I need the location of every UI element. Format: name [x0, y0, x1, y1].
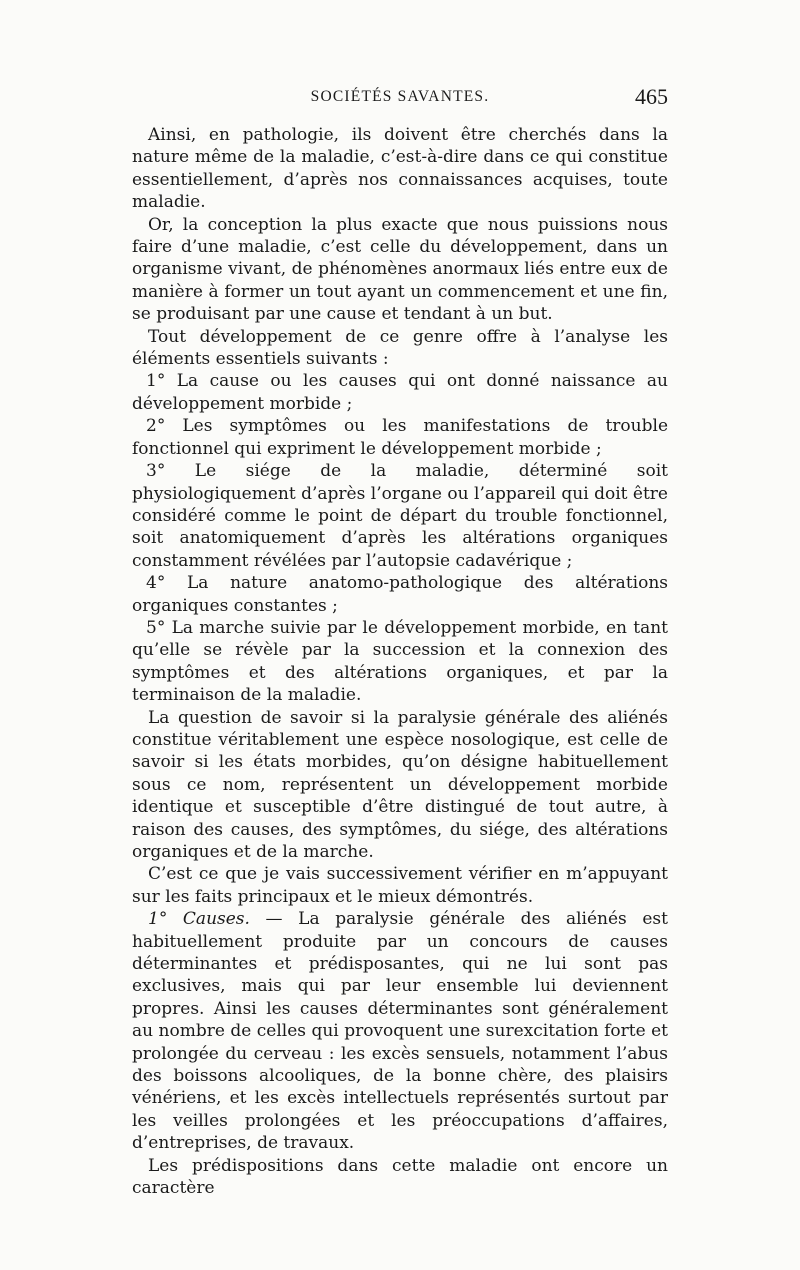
paragraph: La question de savoir si la paralysie générale des aliénés constitue véritablement une espèce nosologique, est celle de savoir si les états morbides, qu’on désigne habituellement sous ce nom, représentent un développement morbide identique et susceptible d’être distingué de tout autre, à raison des causes, des symptômes, du siége, des altérations organiques et de la marche.	[132, 707, 668, 862]
list-item: 2° Les symptômes ou les manifestations de trouble fonctionnel qui expriment le développement morbide ;	[132, 416, 668, 459]
paragraph	[132, 908, 668, 1154]
paragraph: Tout développement de ce genre offre à l’analyse les éléments essentiels suivants :	[132, 326, 668, 370]
list-item: 4° La nature anatomo-pathologique des altérations organiques constantes ;	[132, 573, 668, 616]
paragraph: C’est ce que je vais successivement vérifier en m’appuyant sur les faits principaux et le mieux démontrés.	[132, 864, 668, 907]
body-text	[132, 124, 668, 1200]
paragraph: Ainsi, en pathologie, ils doivent être cherchés dans la nature même de la maladie, c’est-à-dire dans ce qui constitue essentiellement, d’après nos connaissances acquises, toute maladie.	[132, 125, 668, 213]
paragraph-text: — La paralysie générale des aliénés est habituellement produite par un concours de causes déterminantes et prédisposantes, qui ne lui sont pas exclusives, mais qui par leur ensemble lui deviennent propres. Ainsi les causes déterminantes sont généralement au nombre de celles qui provoquent une surexcitation forte et prolongée du cerveau : les excès sensuels, notamment l’abus des boissons alcooliques, de la bonne chère, des plaisirs vénériens, et les excès intellectuels représentés surtout par les veilles prolongées et les préoccupations d’affaires, d’entreprises, de travaux.	[132, 909, 668, 1154]
list-item: 1° La cause ou les causes qui ont donné naissance au développement morbide ;	[132, 371, 668, 414]
running-title: SOCIÉTÉS SAVANTES.	[310, 88, 490, 105]
list-item: 5° La marche suivie par le développement morbide, en tant qu’elle se révèle par la succession et la connexion des symptômes et des altérations organiques, et par la terminaison de la maladie.	[132, 617, 668, 706]
paragraph: Les prédispositions dans cette maladie ont encore un caractère	[132, 1155, 668, 1199]
section-heading: 1° Causes.	[148, 909, 250, 930]
running-head	[132, 84, 668, 114]
paragraph: Or, la conception la plus exacte que nous puissions nous faire d’une maladie, c’est celle du développement, dans un organisme vivant, de phénomènes anormaux liés entre eux de manière à former un tout ayant un commencement et une fin, se produisant par une cause et tendant à un but.	[132, 214, 668, 325]
page-number: 465	[635, 84, 668, 109]
list-item: 3° Le siége de la maladie, déterminé soit physiologiquement d’après l’organe ou l’appareil qui doit être considéré comme le point de départ du trouble fonctionnel, soit anatomiquement d’après les altérations organiques constamment révélées par l’autopsie cadavérique ;	[132, 461, 668, 571]
